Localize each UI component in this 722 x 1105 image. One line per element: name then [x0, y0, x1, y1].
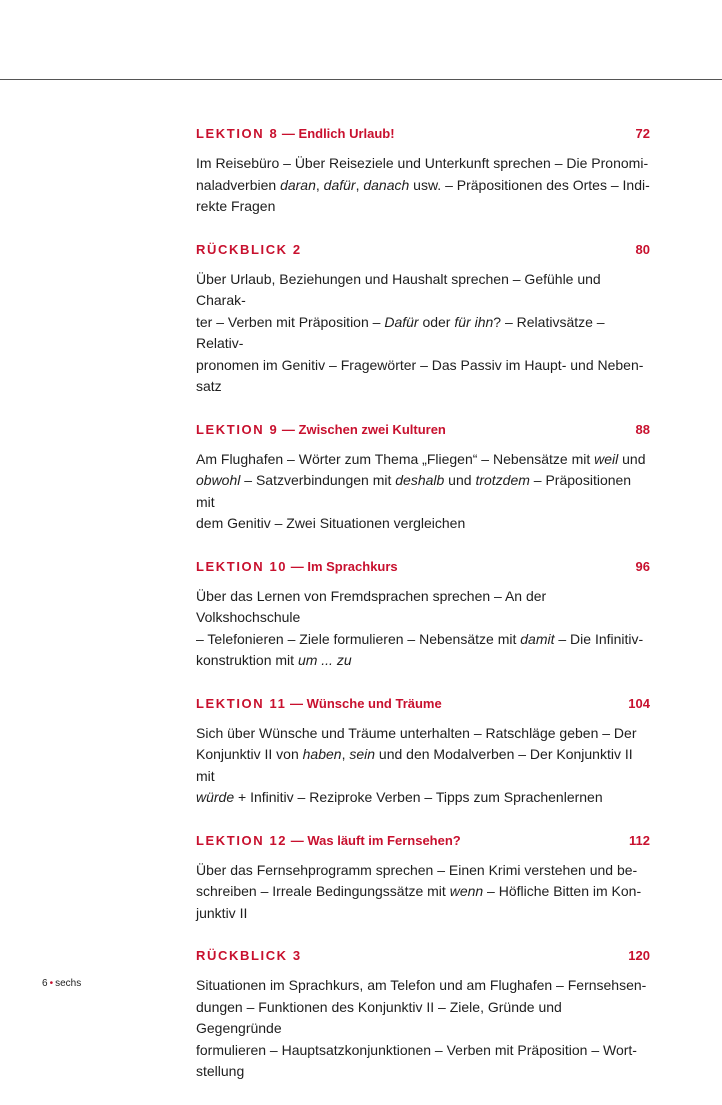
toc-entry-page-number: 104 — [628, 695, 650, 711]
toc-entry-heading-text — [196, 240, 302, 260]
description-term: sein — [349, 746, 376, 762]
toc-entry-label: RÜCKBLICK 3 — [196, 948, 302, 963]
toc-entry-description — [196, 586, 650, 672]
toc-entry-label: RÜCKBLICK 2 — [196, 241, 302, 257]
description-text: usw. – Präpositionen des Ortes – Indi- — [409, 176, 650, 193]
description-term: damit — [520, 630, 555, 647]
description-term: um ... zu — [297, 652, 352, 668]
description-text: Am Flughafen – Wörter zum Thema „Fliegen“ – Nebensätze mit — [196, 450, 595, 467]
toc-entry-heading — [196, 420, 650, 440]
description-term: wenn — [449, 883, 484, 899]
description-text: Konjunktiv II von — [196, 746, 303, 762]
description-text: rekte Fragen — [196, 198, 276, 214]
description-term: Dafür — [384, 313, 419, 330]
description-term: haben — [302, 746, 342, 762]
description-text: , — [355, 176, 364, 193]
toc-entry-heading-text — [196, 694, 442, 714]
description-text: Über das Fernsehprogramm sprechen – Einen Krimi verstehen und be- — [196, 861, 638, 878]
description-term: daran — [280, 176, 316, 193]
toc-entry-page-number: 112 — [629, 832, 650, 848]
toc-entry-heading — [196, 124, 650, 144]
description-term: obwohl — [196, 472, 241, 488]
toc-entry-description — [196, 269, 650, 398]
description-text: + Infinitiv – Reziproke Verben – Tipps zum Sprachenlernen — [234, 789, 603, 805]
toc-entry-heading — [196, 694, 650, 714]
description-text: – Die Infinitiv- — [554, 630, 644, 647]
description-text: Im Reisebüro – Über Reiseziele und Unterkunft sprechen – Die Pronomi- — [196, 155, 649, 171]
toc-entry-heading-text — [196, 831, 461, 851]
description-term: für ihn — [454, 313, 494, 330]
toc-entry-description — [196, 153, 650, 218]
toc-entry-label: LEKTION 8 — [196, 126, 279, 141]
description-term: würde — [196, 789, 235, 805]
toc-entry-label: LEKTION 11 — [196, 695, 287, 711]
description-text: dem Genitiv – Zwei Situationen vergleichen — [196, 515, 466, 531]
toc-entry-title: — Zwischen zwei Kulturen — [278, 421, 446, 437]
toc-entry — [196, 557, 650, 672]
footer-separator: • — [49, 978, 54, 989]
toc-entry-page-number: 88 — [635, 421, 650, 437]
toc-entry-label: LEKTION 12 — [196, 832, 288, 848]
toc-entry-heading — [196, 240, 650, 260]
toc-entry-heading-text — [196, 420, 446, 440]
toc-entry — [196, 420, 650, 535]
toc-entry — [196, 946, 650, 1083]
description-text: – Satzverbindungen mit — [240, 472, 396, 488]
description-text: konstruktion mit — [196, 652, 298, 668]
description-text: Situationen im Sprachkurs, am Telefon und am Flughafen – Fernsehsen- — [196, 977, 647, 993]
toc-entry — [196, 694, 650, 809]
toc-entry-heading — [196, 831, 650, 851]
toc-entry-page-number: 120 — [628, 948, 650, 963]
toc-entry-description — [196, 975, 650, 1083]
toc-entry-heading — [196, 557, 650, 577]
description-text: stellung — [196, 1063, 245, 1079]
description-text: , — [341, 746, 350, 762]
toc-entry-heading — [196, 946, 650, 966]
description-text: ter – Verben mit Präposition – — [196, 313, 385, 330]
toc-entry-title: — Im Sprachkurs — [287, 558, 398, 574]
description-text: ? – Relativsätze – Relativ- — [196, 313, 605, 351]
toc-entry-description — [196, 723, 650, 809]
description-term: trotzdem — [475, 472, 530, 488]
toc-entry-page-number: 96 — [635, 558, 650, 574]
description-text: dungen – Funktionen des Konjunktiv II – Ziele, Gründe und Gegengründe — [196, 998, 562, 1036]
description-text: Sich über Wünsche und Träume unterhalten – Ratschläge geben – Der — [196, 724, 637, 741]
toc-entry-title: — Was läuft im Fernsehen? — [287, 832, 461, 848]
toc-entry-label: LEKTION 9 — [196, 421, 279, 437]
description-text: und den Modalverben – Der Konjunktiv II mit — [196, 746, 633, 784]
page-footer — [42, 978, 81, 989]
description-text: und — [444, 472, 476, 488]
description-text: – Telefonieren – Ziele formulieren – Nebensätze mit — [196, 630, 521, 647]
toc-entry — [196, 124, 650, 218]
table-of-contents — [196, 124, 650, 1105]
footer-page-number: 6 — [42, 978, 48, 989]
toc-entry-page-number: 80 — [635, 241, 650, 257]
description-text: oder — [418, 313, 455, 330]
toc-entry-heading-text — [196, 946, 302, 966]
toc-entry — [196, 240, 650, 398]
description-text: naladverbien — [196, 176, 281, 193]
toc-entry-page-number: 72 — [635, 126, 650, 141]
description-term: dafür — [323, 176, 356, 193]
description-text: und — [618, 450, 646, 467]
description-text: schreiben – Irreale Bedingungssätze mit — [196, 883, 450, 899]
description-text: formulieren – Hauptsatzkonjunktionen – Verben mit Präposition – Wort- — [196, 1041, 637, 1058]
description-term: danach — [363, 176, 410, 193]
description-text: – Höfliche Bitten im Kon- — [483, 883, 642, 899]
description-text: pronomen im Genitiv – Fragewörter – Das Passiv im Haupt- und Neben- — [196, 356, 644, 373]
footer-page-word: sechs — [55, 978, 82, 989]
toc-entry-description — [196, 860, 650, 925]
toc-entry-description — [196, 449, 650, 535]
toc-entry-heading-text — [196, 124, 395, 144]
toc-entry-label: LEKTION 10 — [196, 558, 288, 574]
toc-entry — [196, 831, 650, 925]
header-rule — [0, 79, 722, 80]
description-text: junktiv II — [196, 904, 248, 921]
description-text: , — [315, 176, 324, 193]
toc-entry-title: — Endlich Urlaub! — [278, 126, 395, 141]
description-text: satz — [196, 378, 222, 394]
description-text: Über das Lernen von Fremdsprachen sprechen – An der Volkshochschule — [196, 587, 547, 625]
description-term: deshalb — [395, 472, 445, 488]
description-text: Über Urlaub, Beziehungen und Haushalt sprechen – Gefühle und Charak- — [196, 270, 601, 308]
description-text: – Präpositionen mit — [196, 472, 632, 510]
description-term: weil — [594, 450, 619, 467]
toc-entry-title: — Wünsche und Träume — [286, 695, 442, 711]
toc-entry-heading-text — [196, 557, 398, 577]
